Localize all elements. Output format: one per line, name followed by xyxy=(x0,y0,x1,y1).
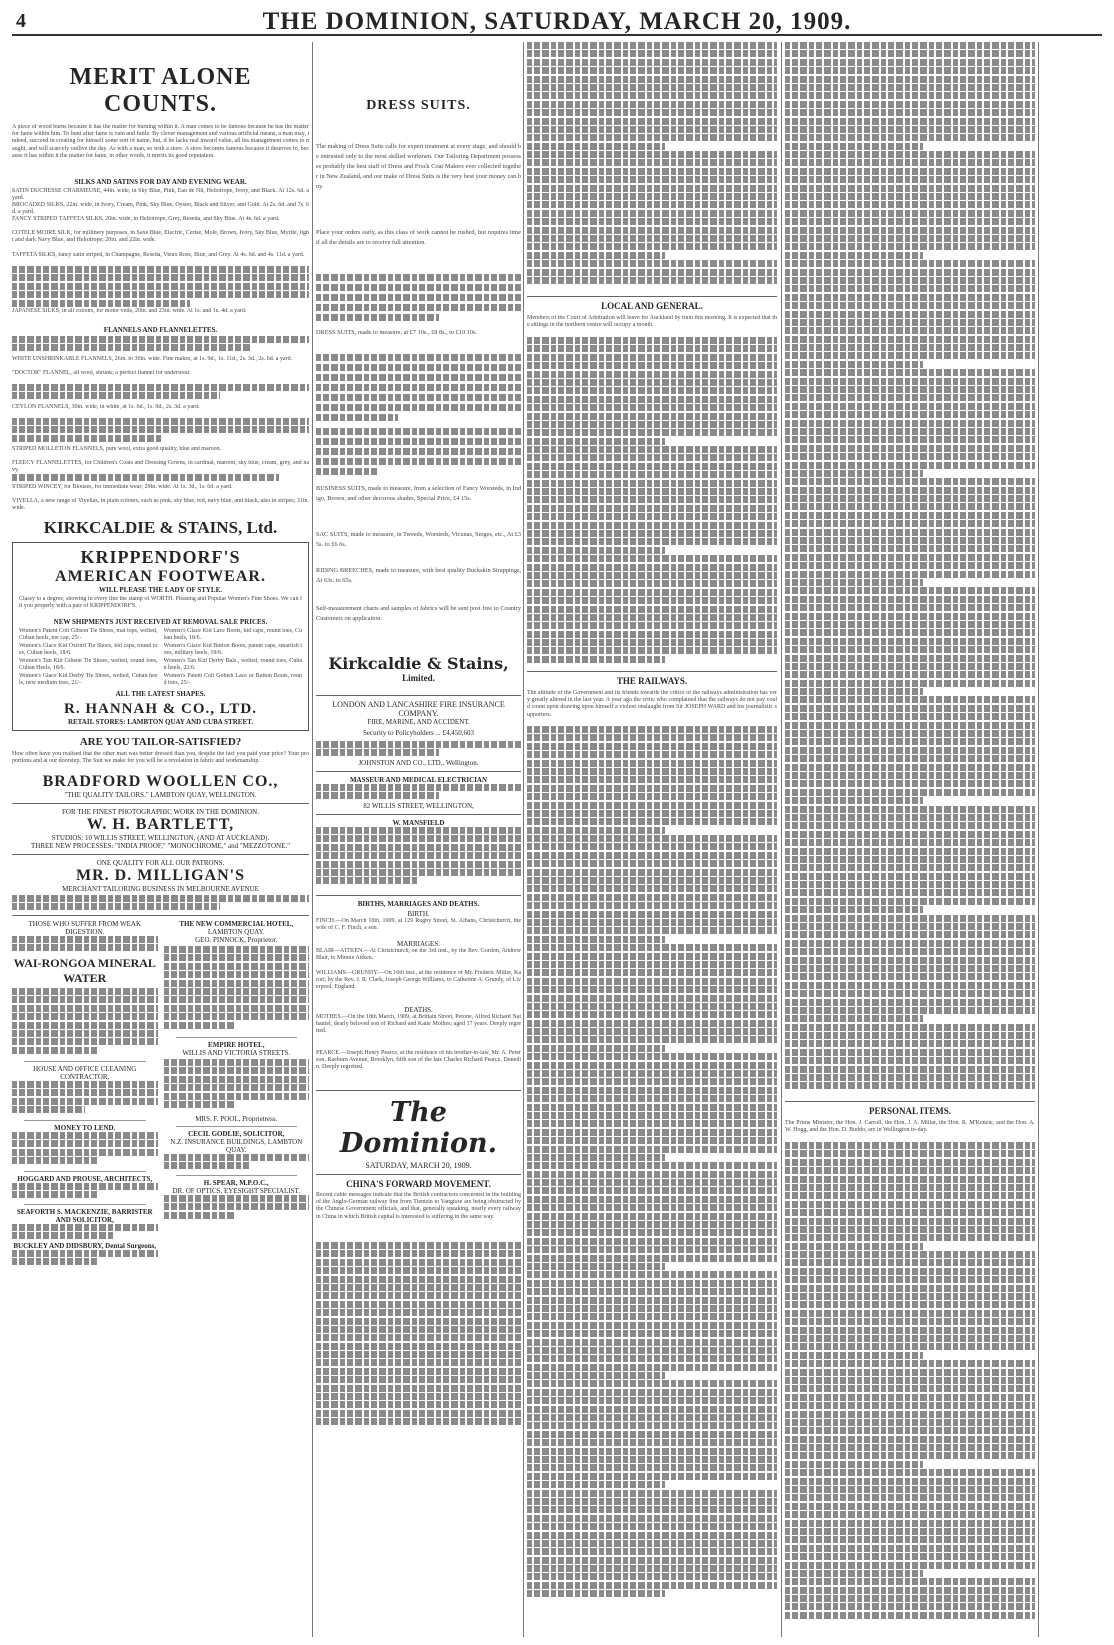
silks-item: COTELE MOIRE SILK, for millinery purposes, in Saxe Blue, Electric, Cerise, Mole, Brown, Ivory, Sky Blue, Myrtle, light and dark Navy Blue, and Heliotrope; 20in. and 22in. wide. xyxy=(12,230,309,244)
money-text xyxy=(12,1132,158,1168)
commercial-hotel: THE NEW COMMERCIAL HOTEL, xyxy=(179,920,294,928)
china-article-continued xyxy=(527,42,777,292)
newspaper-title: THE DOMINION, SATURDAY, MARCH 20, 1909. xyxy=(262,8,852,35)
bartlett-address: STUDIOS: 10 WILLIS STREET, WELLINGTON, (AND AT AUCKLAND). xyxy=(51,834,270,842)
birth-heading: BIRTH. xyxy=(407,910,430,918)
tailor-heading: ARE YOU TAILOR-SATISFIED? xyxy=(79,736,242,748)
photo-heading: FOR THE FINEST PHOTOGRAPHIC WORK IN THE DOMINION. xyxy=(62,808,259,816)
milligan-sub: MERCHANT TAILORING BUSINESS IN MELBOURNE AVENUE xyxy=(62,885,259,893)
flannels-more-text xyxy=(12,418,309,446)
krippendorf-body: Classy to a degree, showing in every line the stamp of WORTH. Pleasing and Popular Women's Fine Shoes. We can fit you properly with a pair of KRIPPENDORF'S. xyxy=(19,596,302,610)
column-rule xyxy=(1038,42,1039,1637)
bartlett-processes: THREE NEW PROCESSES: "INDIA PROOF," "MONOCHROME," and "MEZZOTONE." xyxy=(30,842,290,850)
personal-items-continued xyxy=(785,1142,1035,1622)
flannels-heading: FLANNELS AND FLANNELETTES. xyxy=(103,326,218,334)
kirkcaldie-limited: Limited. xyxy=(402,673,435,683)
local-general-body: Members of the Court of Arbitration will leave for Auckland by train this morning. It is expected that the sittings in the northern centre will occupy a month. xyxy=(527,315,777,329)
flannels-item: VIYELLA, a new range of Viyellas, in plain colours, such as pink, sky blue, red, navy blue, and black, also in stripes; 31in. wide. xyxy=(12,498,309,512)
bradford-sub: "THE QUALITY TAILORS." LAMBTON QUAY, WELLINGTON. xyxy=(64,791,257,799)
silks-heading: SILKS AND SATINS FOR DAY AND EVENING WEAR. xyxy=(74,178,247,186)
self-measurement: Self-measurement charts and samples of fabrics will be sent post free to Country Customers on application. xyxy=(316,605,521,622)
wairoa-body xyxy=(12,988,158,1058)
dress-suit-prices: DRESS SUITS, made to measure, at £7 10s., £8 8s., to £10 10s. xyxy=(316,329,478,336)
dress-suits-body-2: Place your orders early, as this class of work cannot be rushed, but requires time if all the details are to receive full attention. xyxy=(316,229,521,246)
krippendorf-latest: ALL THE LATEST SHAPES. xyxy=(115,690,206,698)
silks-item: FANCY STRIPED TAFFETA SILKS, 20in. wide, in Heliotrope, Grey, Reseda, and Sky Blue. At 4s. 6d. a yard. xyxy=(12,216,280,222)
birth-notice: FINCH.—On March 10th, 1909, at 129 Rugby Street, St. Albans, Christchurch, the wife of C. F. Finch, a son. xyxy=(316,918,521,932)
dress-suits-body: The making of Dress Suits calls for expert treatment at every stage, and should be entrusted only to the most skilled workmen. Our Tailoring Department possesses probably the best staff of Dress and Frock Coat Makers ever collected together in New Zealand, and our make of Dress Suits is the very best your money can buy. xyxy=(316,143,521,190)
china-headline: CHINA'S FORWARD MOVEMENT. xyxy=(346,1179,491,1189)
shoe-item: Women's Glace Kid Lace Boots, kid caps, round toes, Cuban heels, 18/6. xyxy=(163,628,302,642)
dress-suits-headline: DRESS SUITS. xyxy=(366,98,471,113)
hoggard-text xyxy=(12,1183,158,1201)
railways-continued xyxy=(527,726,777,1606)
insurance-title: LONDON AND LANCASHIRE FIRE INSURANCE COMPANY. xyxy=(332,700,505,718)
spear-text xyxy=(164,1195,310,1222)
commercial-proprietor: GEO. PINNOCK, Proprietor. xyxy=(195,936,278,944)
flannels-item: FLEECY FLANNELETTES, for Children's Coats and Dressing Gowns, in cardinal, maroon, sky blue, cream, grey, and navy. xyxy=(12,460,309,474)
spear-sub: DR. OF OPTICS, EYESIGHT SPECIALIST. xyxy=(172,1187,300,1195)
commercial-location: LAMBTON QUAY. xyxy=(207,928,265,936)
china-body: Recent cable messages indicate that the British contractors concerned in the building of the Anglo-German railway line from Tientsin to Yangtsze are being obstructed by the Chinese Government officials, and that, generally speaking, nearly every railway in China in which British capital is interested is suffering in the same way. xyxy=(316,1192,521,1220)
insurance-security: Security to Policyholders ... £4,450,603 xyxy=(362,729,475,737)
goldie-address: N.Z. INSURANCE BUILDINGS, LAMBTON QUAY. xyxy=(170,1138,303,1154)
flannels-item: WHITE UNSHRINKABLE FLANNELS, 26in. to 30in. wide. Fine makes, at 1s. 9d., 1s. 11d., 2s. 3d., 2s. 6d. a yard. xyxy=(12,356,293,362)
krippendorf-ad xyxy=(12,542,309,731)
column-rule xyxy=(312,42,313,1637)
krippendorf-subtitle: AMERICAN FOOTWEAR. xyxy=(55,568,266,585)
spear-ad: H. SPEAR, M.P.O.C., xyxy=(203,1179,269,1187)
sac-suits: SAC SUITS, made to measure, in Tweeds, Worsteds, Vicunas, Serges, etc., At £3 5s. to £6 6s. xyxy=(316,531,521,548)
quality-line: ONE QUALITY FOR ALL OUR PATRONS. xyxy=(96,859,225,867)
silks-item: JAPANESE SILKS, in all colours, for motor veils, 20in. and 23in. wide. At 1s. and 1s. 4d. a yard. xyxy=(12,308,247,314)
silks-more-text xyxy=(12,266,309,308)
pool-proprietress: MRS. F. POOL, Proprietress. xyxy=(195,1115,278,1123)
local-general-continued-2 xyxy=(785,42,1035,1097)
shoe-item: Women's Glace Kid Button Boots, patent caps, smartish toes, military heels, 19/6. xyxy=(163,643,302,657)
commercial-body xyxy=(164,946,310,1034)
goldie-ad: CECIL GODLIE, SOLICITOR, xyxy=(188,1130,285,1138)
silks-item: SATIN DUCHESSE CHARMEUSE, 44in. wide, in Sky Blue, Pink, Eau de Nil, Heliotrope, Ivory, and Black. At 12s. 6d. a yard. xyxy=(12,188,309,202)
marriage-notice: BLAIR—AITKEN.—At Christchurch, on the 3rd inst., by the Rev. Gordon, Andrew Blair, to Minnie Aitken. xyxy=(316,948,521,962)
house-cleaning-text xyxy=(12,1081,158,1117)
bmd-heading: BIRTHS, MARRIAGES AND DEATHS. xyxy=(357,900,480,908)
empire-body xyxy=(164,1059,310,1115)
merit-headline: MERIT ALONE COUNTS. xyxy=(69,64,252,117)
railways-body: The attitude of the Government and its friends towards the critics of the railways administration has very greatly altered in the last year. A year ago the critic who complained that the railways do not pay could count upon drawing upon himself a violent onslaught from Sir JOSEPH WARD and his journalistic supporters. xyxy=(527,690,777,718)
dress-suits-body-3 xyxy=(316,354,521,424)
krippendorf-shipments: NEW SHIPMENTS JUST RECEIVED AT REMOVAL SALE PRICES. xyxy=(53,618,268,626)
milligan-name: MR. D. MILLIGAN'S xyxy=(75,867,245,884)
marriages-heading: MARRIAGES. xyxy=(397,940,440,948)
masseur-text xyxy=(316,784,521,802)
seaforth-ad: SEAFORTH S. MACKENZIE, BARRISTER AND SOLICITOR, xyxy=(16,1208,153,1224)
empire-location: WILLIS AND VICTORIA STREETS. xyxy=(182,1049,291,1057)
house-cleaning-ad: HOUSE AND OFFICE CLEANING CONTRACTOR, xyxy=(33,1065,137,1081)
shoe-item: Women's Glace Kid Derby Tie Shoes, welted, Cuban heels, new medium toes, 21/- xyxy=(19,673,158,687)
personal-items-heading: PERSONAL ITEMS. xyxy=(868,1106,952,1116)
local-general-continued xyxy=(527,337,777,667)
kirkcaldie-stains-name: KIRKCALDIE & STAINS, Ltd. xyxy=(43,518,278,537)
merit-intro: A piece of wood burns because it has the matter for burning within it. A man comes to be famous because he has the matter for fame within him. To hunt after fame is vain and futile. By clever management and various artificial means, a man may, indeed, succeed in creating for himself some sort of name, but, if he lacks real inward value, all his management comes to naught, and will scarcely outlive the day. As with a man, so with a store. A store becomes famous because it deserves to, because it has within it the matter for fame, in other words, it merits its good reputation. xyxy=(12,124,309,159)
marriage-notice: WILLIAMS—GRUNDY.—On 16th inst., at the residence of Mr. Frederic Miller, Karori, by the Rev. J. R. Clark, Joseph George Williams, to Catherine A. Grundy, of Liverpool, England. xyxy=(316,970,521,991)
bartlett-name: W. H. BARTLETT, xyxy=(86,816,235,833)
money-ad: MONEY TO LEND. xyxy=(54,1124,116,1132)
personal-items-body: The Prime Minister, the Hon. J. Carroll, the Hon. J. A. Millar, the Hon. R. M'Kenzie, and the Hon. A. W. Hogg, and the Hon. D. Buddo, are in Wellington to-day. xyxy=(785,1120,1035,1134)
shoe-item: Women's Glace Kid Oxford Tie Shoes, kid caps, round toes, Cuban heels, 18/6. xyxy=(19,643,158,657)
insurance-text xyxy=(316,741,521,759)
flannels-more-text xyxy=(12,474,309,484)
krippendorf-tagline: WILL PLEASE THE LADY OF STYLE. xyxy=(98,586,223,594)
goldie-text xyxy=(164,1154,310,1172)
china-body-continued xyxy=(316,1242,521,1442)
wairoa-pre: THOSE WHO SUFFER FROM WEAK DIGESTION. xyxy=(28,920,142,936)
column-rule xyxy=(523,42,524,1637)
flannels-item: STRIPED WINCEY, for Blouses, for immediate wear; 29in. wide. At 1s. 3d., 1s. 6d. a yard. xyxy=(12,484,233,490)
insurance-agents: JOHNSTON AND CO., LTD., Wellington. xyxy=(358,759,479,767)
dominion-date: SATURDAY, MARCH 20, 1909. xyxy=(365,1161,472,1170)
buckley-text xyxy=(12,1250,158,1268)
bradford-name: BRADFORD WOOLLEN CO., xyxy=(42,773,279,790)
local-general-heading: LOCAL AND GENERAL. xyxy=(601,301,703,311)
shoe-item: Women's Tan Kid Derby Bals., welted, round toes, Cuban heels, 22/6. xyxy=(163,658,302,672)
column-rule xyxy=(781,42,782,1637)
flannels-more-text xyxy=(12,384,309,404)
column-2-ads xyxy=(316,42,521,1637)
masthead xyxy=(12,6,1102,36)
insurance-sub: FIRE, MARINE, AND ACCIDENT. xyxy=(367,718,470,726)
dress-suits-body-4 xyxy=(316,428,521,478)
railways-heading: THE RAILWAYS. xyxy=(616,676,688,686)
to-avoid-worry-column xyxy=(1043,42,1105,1637)
riding-breeches: RIDING BREECHES, made to measure, with best quality Buckskin Strappings, At 63s. to 65s. xyxy=(316,567,521,584)
death-notice: MOTHES.—On the 18th March, 1909, at Brittain Street, Petone, Alfred Richard Nathaniel, dearly beloved son of Richard and Katie Mothes; aged 17 years. Deeply regretted. xyxy=(316,1014,521,1035)
shoe-item: Women's Tan Kid Gibson Tie Shoes, welted, round toes, Cuban Heels, 18/6. xyxy=(19,658,158,672)
hannah-name: R. HANNAH & CO., LTD. xyxy=(64,701,257,717)
deaths-heading: DEATHS. xyxy=(404,1006,433,1014)
kirkcaldie-gothic-name: Kirkcaldie & Stains, xyxy=(328,654,509,673)
tailor-body: How often have you realised that the other man was better dressed than you, despite the fact you paid your price? Your proportions and at our doorstep. The Suit we make for you will be a revelation in fabric and workmanship. xyxy=(12,751,309,765)
seaforth-text xyxy=(12,1224,158,1242)
flannels-item: STRIPED MOLLETON FLANNELS, pure wool, extra good quality, blue and maroon. xyxy=(12,446,222,452)
wairoa-title: WAI-RONGOA MINERAL WATER xyxy=(13,956,156,985)
column-3-news xyxy=(527,42,777,1637)
mansfield-name: W. MANSFIELD xyxy=(392,819,445,827)
column-4-news xyxy=(785,42,1035,1637)
dominion-title: The Dominion. xyxy=(339,1097,498,1159)
mansfield-text xyxy=(316,827,521,891)
page-number: 4 xyxy=(16,10,26,32)
wairoa-text xyxy=(12,936,158,956)
column-1-ads xyxy=(12,42,309,1637)
krippendorf-title: KRIPPENDORF'S xyxy=(80,547,241,567)
dress-suits-more-text xyxy=(316,274,521,324)
silks-item: BROCADED SILKS, 22in. wide, in Ivory, Cream, Pink, Sky Blue, Oyster, Black and Silver, and Gold. At 2s. 6d. and 7s. 6d. a yard. xyxy=(12,202,309,216)
silks-item: TAFFETA SILKS, fancy satin striped, in Champagne, Reseda, Vieux Rose, Blue, and Grey. At 4s. 6d. and 4s. 11d. a yard. xyxy=(12,252,305,258)
buckley-ad: BUCKLEY AND DIDSBURY, Dental Surgeons, xyxy=(13,1242,157,1250)
flannels-intro-text xyxy=(12,336,309,356)
masseur-title: MASSEUR AND MEDICAL ELECTRICIAN xyxy=(349,776,488,784)
milligan-text xyxy=(12,895,309,911)
masseur-address: 82 WILLIS STREET, WELLINGTON, xyxy=(363,802,474,810)
shoe-item: Women's Patent Colt Gibson Tie Shoes, mat tops, welted, Cuban heels, toe cap, 25/- xyxy=(19,628,158,642)
flannels-item: "DOCTOR" FLANNEL, all wool, shrunk; a perfect flannel for underwear. xyxy=(12,370,191,376)
business-suits: BUSINESS SUITS, made to measure, from a selection of Fancy Worsteds, in Indigo, Brown, and other decorous shades, Special Price, £4 15s. xyxy=(316,485,521,502)
hoggard-ad: HOGGARD AND PROUSE, ARCHITECTS, xyxy=(17,1175,153,1183)
shoe-item: Women's Patent Colt Gobish Lace or Button Boots, round toes, 25/- xyxy=(163,673,302,687)
flannels-item: CEYLON FLANNELS, 30in. wide, in white, at 1s. 6d., 1s. 9d., 2s. 3d. a yard. xyxy=(12,404,200,410)
hannah-stores: RETAIL STORES: LAMBTON QUAY AND CUBA STREET. xyxy=(67,718,254,726)
empire-hotel: EMPIRE HOTEL, xyxy=(208,1041,265,1049)
death-notice: PEARCE.—Joseph Henry Pearce, at the residence of his brother-in-law, Mr. A. Peterson, Raeburn Avenue, Brooklyn, fifth son of the late Charles Richard Pearce, Dunedin. Deeply regretted. xyxy=(316,1050,521,1071)
